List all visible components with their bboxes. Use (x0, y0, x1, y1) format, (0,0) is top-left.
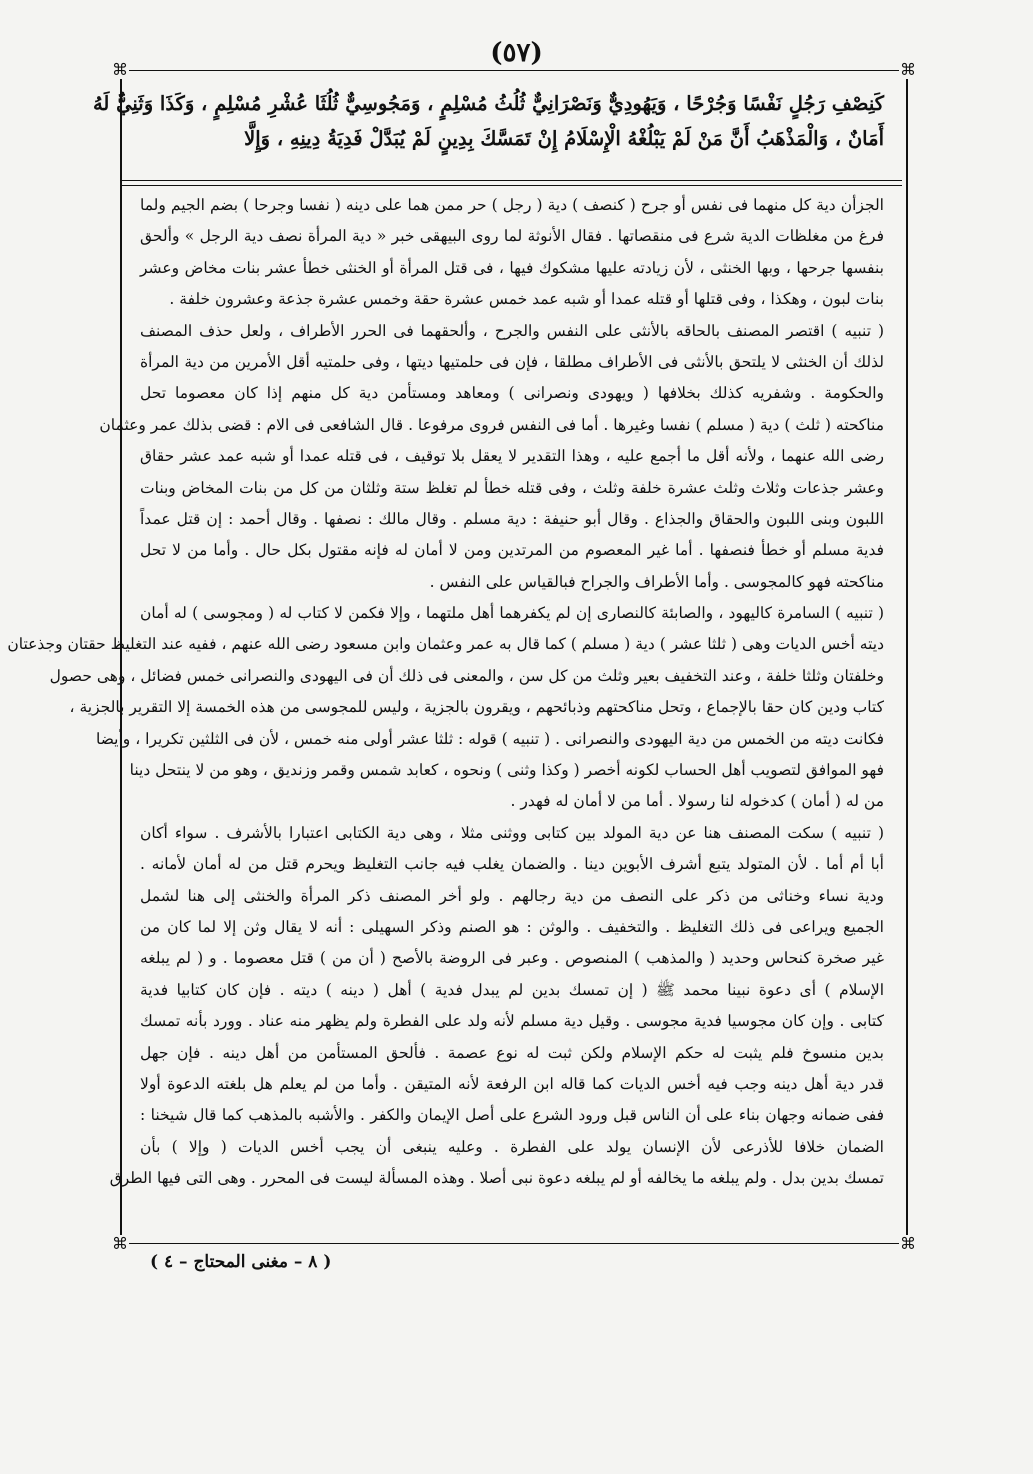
commentary-line: غير صخرة كنحاس وحديد ( والمذهب ) المنصوص . وعبر فى الروضة بالأصح ( أن من ) قتل معصوما . و ( لم يبلغه (140, 949, 884, 968)
commentary-line: الجميع ويراعى فى ذلك التغليظ . والتخفيف . والوثن : هو الصنم وذكر السهيلى : أنه لا يقال وثن إلا لما كان من (140, 917, 884, 936)
commentary-line: والحكومة . وشفريه كذلك بخلافها ( ويهودى ونصرانى ) ومعاهد ومستأمن دية كل منهم إذا كان معصوما تحل (140, 384, 884, 403)
commentary-line: رضى الله عنهما ، ولأنه أقل ما أجمع عليه ، وهذا التقدير لا يعقل بلا توقيف ، فى قتله عمدا أو شبه عمد عشر حقاق (140, 447, 884, 466)
commentary-line: ( تنبيه ) سكت المصنف هنا عن دية المولد بين كتابى ووثنى مثلا ، وهى دية الكتابى اعتبارا بالأشرف . سواء أكان (140, 823, 884, 842)
commentary-line: فرغ من مغلظات الدية شرع فى منقصاتها . فقال الأنوثة لما روى البيهقى خبر « دية المرأة نصف دية الرجل » وألحق (140, 227, 884, 246)
signature-footer: ( ٨ – مغنى المحتاج – ٤ ) (150, 1252, 332, 1272)
commentary-line: مناكحته فهو كالمجوسى . وأما الأطراف والجراح فبالقياس على النفس . (429, 572, 884, 591)
commentary-line: اللبون وبنى اللبون والحقاق والجذاع . وقال أبو حنيفة : دية مسلم . وقال مالك : نصفها . وقال أحمد : إن قتل عمداً (140, 509, 884, 528)
page-number: (٥٧) (490, 38, 543, 68)
commentary-text (7, 190, 884, 1240)
commentary-line: مناكحته ( ثلث ) دية ( مسلم ) نفسا وغيرها . أما فى النفس فروى مرفوعا . قال الشافعى فى الام : قضى بذلك عمر وعثمان (99, 415, 884, 434)
commentary-line: كتابى . وإن كان مجوسيا فدية مجوسى . وقيل دية مسلم لأنه ولد على الفطرة ولم يظهر منه عناد . وورد بأنه تمسك (140, 1012, 884, 1031)
matn-text (92, 86, 884, 156)
commentary-line: بنات لبون ، وهكذا ، وفى قتلها أو قتله عمدا أو شبه عمد خمس عشرة حقة وخمس عشرة جذعة وعشرون خلفة . (169, 290, 884, 309)
divider (122, 185, 902, 186)
commentary-line: ديته أخس الديات وهى ( ثلثا عشر ) دية ( مسلم ) كما قال به عمر وعثمان وابن مسعود رضى الله عنهم ، ففيه عند التغليظ حقتان وجذعتان (7, 635, 884, 654)
commentary-line: فدية مسلم أو خطأ فنصفها . أما غير المعصوم من المرتدين ومن لا أمان له فإنه مقتول بكل حال . وأما من لا تحل (140, 541, 884, 560)
commentary-line: ( تنبيه ) اقتصر المصنف بالحاقه بالأنثى على النفس والجرح ، وألحقهما فى الحرر الأطراف ، ولعل حذف المصنف (140, 321, 884, 340)
commentary-line: ففى ضمانه وجهان بناء على أن الناس قبل ورود الشرع على أصل الإيمان والكفر . والأشبه بالمذهب كما قال شيخنا : (140, 1106, 884, 1125)
commentary-line: وعشر جذعات وثلاث وثلث عشرة خلفة وثلث ، وفى قتله خطأ لم تغلظ ستة وثلثان من كل من بنات المخاض وبنات (140, 478, 884, 497)
corner-ornament-icon: ⌘ (112, 1234, 128, 1253)
commentary-line: قدر دية أهل دينه وجب فيه أخس الديات كما قاله ابن الرفعة لأنه المتيقن . وأما من لم يعلم هل بلغته الدعوة أولا (140, 1074, 884, 1093)
commentary-line: لذلك أن الخنثى لا يلتحق بالأنثى فى الأطراف مطلقا ، فإن فى حلمتيها ديتها ، وفى حلمتيه أقل الأمرين من دية المرأة (140, 352, 884, 371)
corner-ornament-icon: ⌘ (900, 60, 916, 79)
commentary-line: فهو الموافق لتصويب أهل الحساب لكونه أخصر ( وكذا وثنى ) ونحوه ، كعابد شمس وقمر وزنديق ، وهو من لا ينتحل دينا (129, 761, 884, 780)
commentary-line: الإسلام ) أى دعوة نبينا محمد ﷺ ( إن تمسك بدين لم يبدل فدية ) أهل ( دينه ) ديته . فإن كان كتابيا فدية (140, 980, 884, 999)
commentary-line: ودية نساء وخناثى من ذكر على النصف من دية رجالهم . ولو أخر المصنف ذكر المرأة والخنثى إلى هنا لشمل (140, 886, 884, 905)
commentary-line: من له ( أمان ) كدخوله لنا رسولا . أما من لا أمان له فهدر . (510, 792, 884, 811)
commentary-line: ( تنبيه ) السامرة كاليهود ، والصابئة كالنصارى إن لم يكفرهما أهل ملتهما ، وإلا فكمن لا كتاب له ( ومجوسى ) له أمان (140, 604, 884, 623)
corner-ornament-icon: ⌘ (900, 1234, 916, 1253)
commentary-line: وخلفتان وثلثا خلفة ، وعند التخفيف بعير وثلث من كل سن ، والمعنى فى ذلك أن فى اليهودى والنصرانى خمس فضائل ، وهى حصول (49, 666, 884, 685)
commentary-line: أبا أم أما . لأن المتولد يتبع أشرف الأبوين دينا . والضمان يغلب فيه جانب التغليظ ويحرم قتل من له أمان لأمانه . (140, 855, 884, 874)
matn-line: أَمَانٌ ، وَالْمَذْهَبُ أَنَّ مَنْ لَمْ يَبْلُغْهُ الْإِسْلَامُ إِنْ تَمَسَّكَ بِدِينٍ لَمْ يُبَدَّلْ فَدِيَةُ دِينِهِ ، وَإِلَّا (244, 127, 884, 150)
commentary-line: الجزأن دية كل منهما فى نفس أو جرح ( كنصف ) دية ( رجل ) حر ممن هما على دينه ( نفسا وجرحا ) بضم الجيم ولما (140, 196, 884, 214)
commentary-line: كتاب ودين كان حقا بالإجماع ، وتحل مناكحتهم وذبائحهم ، ويقرون بالجزية ، وليس للمجوسى من هذه الخمسة إلا التقرير بالجزية ، (69, 698, 884, 717)
corner-ornament-icon: ⌘ (112, 60, 128, 79)
commentary-line: بنفسها جرحها ، وبها الخنثى ، لأن زيادته عليها مشكوك فيها ، فى قتل المرأة أو الخنثى خطأ عشر بنات مخاض وعشر (140, 258, 884, 277)
commentary-line: بدين منسوخ فلم يثبت له حكم الإسلام ولكن ثبت له نوع عصمة . فألحق المستأمن من أهل دينه . فإن جهل (140, 1043, 884, 1062)
commentary-line: تمسك بدين بدل . ولم يبلغه ما يخالفه أو لم يبلغه دعوة نبى أصلا . وهذه المسألة ليست فى المحرر . وهى التى فيها الطرق (109, 1169, 884, 1188)
divider (122, 180, 902, 181)
commentary-line: الضمان خلافا للأذرعى لأن الإنسان يولد على الفطرة . وعليه ينبغى أن يجب أخس الديات ( وإلا ) بأن (140, 1137, 884, 1156)
matn-line: كَنِصْفِ رَجُلٍ نَفْسًا وَجُرْحًا ، وَيَهُودِيٌّ وَنَصْرَانِيٌّ ثُلُثُ مُسْلِمٍ ، وَمَجُوسِيٌّ ثُلُثَا عُشْرِ مُسْلِمٍ ، وَكَذَا وَثَنِيٌّ لَهُ (92, 92, 884, 115)
commentary-line: فكانت ديته من الخمس من دية اليهودى والنصرانى . ( تنبيه ) قوله : ثلثا عشر أولى منه خمس ، لأن فى الثلثين تكريرا ، وأيضا (96, 729, 884, 748)
